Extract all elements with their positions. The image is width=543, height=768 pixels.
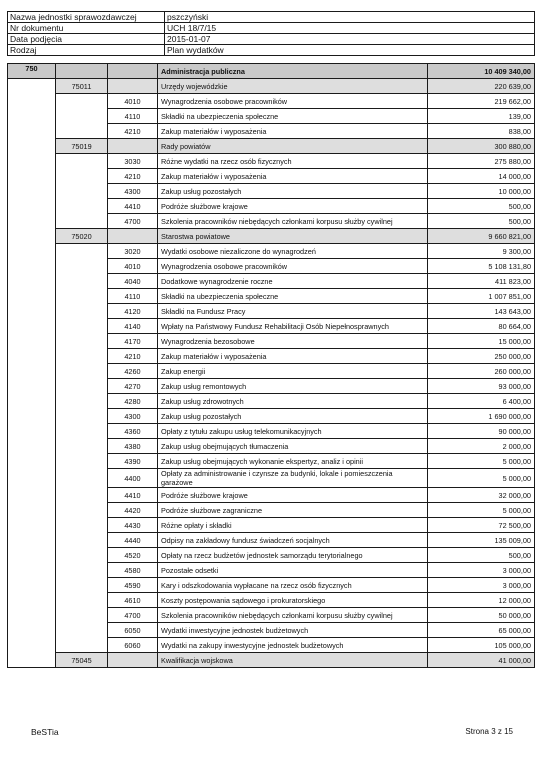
paragraf-name: Różne wydatki na rzecz osób fizycznych [158, 154, 428, 169]
paragraf-row [8, 244, 535, 259]
paragraf-name: Różne opłaty i składki [158, 518, 428, 533]
paragraf-amount: 50 000,00 [428, 608, 535, 623]
paragraf-amount: 6 400,00 [428, 394, 535, 409]
paragraf-amount: 9 300,00 [428, 244, 535, 259]
rozdzial-name: Kwalifikacja wojskowa [158, 653, 428, 668]
empty-cell [108, 64, 158, 79]
paragraf-name: Kary i odszkodowania wypłacane na rzecz osób fizycznych [158, 578, 428, 593]
paragraf-code: 4700 [108, 214, 158, 229]
paragraf-code: 4430 [108, 518, 158, 533]
dzial-spacer [8, 79, 56, 668]
paragraf-code: 4440 [108, 533, 158, 548]
rozdzial-row [8, 229, 535, 244]
empty-cell [108, 653, 158, 668]
paragraf-amount: 15 000,00 [428, 334, 535, 349]
paragraf-code: 4280 [108, 394, 158, 409]
empty-cell [108, 139, 158, 154]
paragraf-amount: 32 000,00 [428, 488, 535, 503]
paragraf-code: 4040 [108, 274, 158, 289]
paragraf-amount: 5 108 131,80 [428, 259, 535, 274]
footer-page-number: Strona 3 z 15 [465, 727, 513, 736]
rozdzial-code: 75020 [56, 229, 108, 244]
rozdzial-amount: 41 000,00 [428, 653, 535, 668]
paragraf-code: 4010 [108, 94, 158, 109]
header-value: UCH 18/7/15 [165, 23, 535, 34]
paragraf-amount: 260 000,00 [428, 364, 535, 379]
paragraf-code: 4010 [108, 259, 158, 274]
header-row [8, 34, 535, 45]
paragraf-amount: 10 000,00 [428, 184, 535, 199]
budget-plan-table [7, 63, 535, 668]
paragraf-code: 3020 [108, 244, 158, 259]
paragraf-code: 4300 [108, 184, 158, 199]
paragraf-amount: 1 690 000,00 [428, 409, 535, 424]
paragraf-amount: 143 643,00 [428, 304, 535, 319]
paragraf-code: 4210 [108, 349, 158, 364]
rozdzial-name: Starostwa powiatowe [158, 229, 428, 244]
paragraf-name: Składki na Fundusz Pracy [158, 304, 428, 319]
paragraf-amount: 2 000,00 [428, 439, 535, 454]
dzial-amount: 10 409 340,00 [428, 64, 535, 79]
paragraf-name: Wydatki na zakupy inwestycyjne jednostek budżetowych [158, 638, 428, 653]
header-value: 2015-01-07 [165, 34, 535, 45]
paragraf-name: Podróże służbowe krajowe [158, 488, 428, 503]
paragraf-code: 6050 [108, 623, 158, 638]
rozdzial-spacer [56, 154, 108, 229]
header-row [8, 45, 535, 56]
paragraf-amount: 80 664,00 [428, 319, 535, 334]
paragraf-name: Wynagrodzenia osobowe pracowników [158, 259, 428, 274]
paragraf-code: 4210 [108, 124, 158, 139]
paragraf-code: 4610 [108, 593, 158, 608]
empty-cell [108, 229, 158, 244]
rozdzial-spacer [56, 244, 108, 653]
paragraf-name: Wydatki inwestycyjne jednostek budżetowych [158, 623, 428, 638]
header-value: pszczyński [165, 12, 535, 23]
paragraf-code: 4390 [108, 454, 158, 469]
rozdzial-spacer [56, 94, 108, 139]
rozdzial-code: 75019 [56, 139, 108, 154]
paragraf-amount: 275 880,00 [428, 154, 535, 169]
footer-software-name: BeSTia [31, 727, 59, 737]
paragraf-name: Odpisy na zakładowy fundusz świadczeń socjalnych [158, 533, 428, 548]
paragraf-name: Szkolenia pracowników niebędących członkami korpusu służby cywilnej [158, 608, 428, 623]
header-label: Rodzaj [8, 45, 165, 56]
paragraf-name: Zakup materiałów i wyposażenia [158, 169, 428, 184]
paragraf-code: 4410 [108, 199, 158, 214]
paragraf-code: 4210 [108, 169, 158, 184]
paragraf-name: Koszty postępowania sądowego i prokuratorskiego [158, 593, 428, 608]
paragraf-amount: 72 500,00 [428, 518, 535, 533]
paragraf-code: 4380 [108, 439, 158, 454]
paragraf-amount: 5 000,00 [428, 503, 535, 518]
paragraf-amount: 14 000,00 [428, 169, 535, 184]
paragraf-name: Zakup usług remontowych [158, 379, 428, 394]
paragraf-code: 4300 [108, 409, 158, 424]
paragraf-code: 4420 [108, 503, 158, 518]
paragraf-amount: 219 662,00 [428, 94, 535, 109]
paragraf-name: Zakup usług zdrowotnych [158, 394, 428, 409]
paragraf-code: 4580 [108, 563, 158, 578]
rozdzial-amount: 300 880,00 [428, 139, 535, 154]
paragraf-name: Szkolenia pracowników niebędących członkami korpusu służby cywilnej [158, 214, 428, 229]
empty-cell [56, 64, 108, 79]
header-label: Nazwa jednostki sprawozdawczej [8, 12, 165, 23]
paragraf-code: 4110 [108, 109, 158, 124]
paragraf-name: Składki na ubezpieczenia społeczne [158, 109, 428, 124]
paragraf-amount: 135 009,00 [428, 533, 535, 548]
paragraf-amount: 411 823,00 [428, 274, 535, 289]
paragraf-amount: 500,00 [428, 548, 535, 563]
paragraf-name: Zakup materiałów i wyposażenia [158, 349, 428, 364]
paragraf-code: 4410 [108, 488, 158, 503]
rozdzial-row [8, 653, 535, 668]
header-row [8, 23, 535, 34]
paragraf-row [8, 94, 535, 109]
paragraf-code: 4140 [108, 319, 158, 334]
paragraf-amount: 105 000,00 [428, 638, 535, 653]
paragraf-amount: 139,00 [428, 109, 535, 124]
rozdzial-amount: 9 660 821,00 [428, 229, 535, 244]
rozdzial-name: Rady powiatów [158, 139, 428, 154]
paragraf-code: 4270 [108, 379, 158, 394]
paragraf-amount: 90 000,00 [428, 424, 535, 439]
header-label: Nr dokumentu [8, 23, 165, 34]
paragraf-name: Wynagrodzenia osobowe pracowników [158, 94, 428, 109]
paragraf-amount: 93 000,00 [428, 379, 535, 394]
paragraf-code: 4260 [108, 364, 158, 379]
paragraf-name: Opłaty z tytułu zakupu usług telekomunikacyjnych [158, 424, 428, 439]
paragraf-code: 4360 [108, 424, 158, 439]
paragraf-name: Pozostałe odsetki [158, 563, 428, 578]
dzial-code: 750 [8, 64, 56, 79]
rozdzial-row [8, 139, 535, 154]
paragraf-amount: 65 000,00 [428, 623, 535, 638]
paragraf-code: 4520 [108, 548, 158, 563]
paragraf-code: 4400 [108, 469, 158, 488]
paragraf-code: 4170 [108, 334, 158, 349]
rozdzial-name: Urzędy wojewódzkie [158, 79, 428, 94]
paragraf-amount: 500,00 [428, 214, 535, 229]
paragraf-code: 4120 [108, 304, 158, 319]
paragraf-amount: 3 000,00 [428, 563, 535, 578]
paragraf-amount: 1 007 851,00 [428, 289, 535, 304]
dzial-row [8, 64, 535, 79]
document-header-table [7, 11, 535, 56]
dzial-name: Administracja publiczna [158, 64, 428, 79]
paragraf-name: Opłaty na rzecz budżetów jednostek samorządu terytorialnego [158, 548, 428, 563]
header-value: Plan wydatków [165, 45, 535, 56]
paragraf-amount: 500,00 [428, 199, 535, 214]
paragraf-name: Zakup usług obejmujących tłumaczenia [158, 439, 428, 454]
paragraf-name: Wpłaty na Państwowy Fundusz Rehabilitacji Osób Niepełnosprawnych [158, 319, 428, 334]
rozdzial-amount: 220 639,00 [428, 79, 535, 94]
paragraf-name: Zakup usług obejmujących wykonanie ekspertyz, analiz i opinii [158, 454, 428, 469]
header-row [8, 12, 535, 23]
paragraf-name: Opłaty za administrowanie i czynsze za budynki, lokale i pomieszczenia garażowe [158, 469, 428, 488]
paragraf-name: Zakup materiałów i wyposażenia [158, 124, 428, 139]
paragraf-code: 4700 [108, 608, 158, 623]
paragraf-code: 4110 [108, 289, 158, 304]
rozdzial-code: 75045 [56, 653, 108, 668]
paragraf-name: Podróże służbowe zagraniczne [158, 503, 428, 518]
paragraf-amount: 250 000,00 [428, 349, 535, 364]
paragraf-amount: 3 000,00 [428, 578, 535, 593]
paragraf-name: Zakup energii [158, 364, 428, 379]
paragraf-name: Zakup usług pozostałych [158, 409, 428, 424]
paragraf-row [8, 154, 535, 169]
paragraf-amount: 12 000,00 [428, 593, 535, 608]
paragraf-name: Zakup usług pozostałych [158, 184, 428, 199]
paragraf-name: Wynagrodzenia bezosobowe [158, 334, 428, 349]
paragraf-code: 3030 [108, 154, 158, 169]
rozdzial-code: 75011 [56, 79, 108, 94]
paragraf-name: Składki na ubezpieczenia społeczne [158, 289, 428, 304]
paragraf-amount: 5 000,00 [428, 469, 535, 488]
paragraf-name: Wydatki osobowe niezaliczone do wynagrodzeń [158, 244, 428, 259]
paragraf-code: 6060 [108, 638, 158, 653]
paragraf-name: Dodatkowe wynagrodzenie roczne [158, 274, 428, 289]
empty-cell [108, 79, 158, 94]
paragraf-name: Podróże służbowe krajowe [158, 199, 428, 214]
rozdzial-row [8, 79, 535, 94]
paragraf-code: 4590 [108, 578, 158, 593]
header-label: Data podjęcia [8, 34, 165, 45]
paragraf-amount: 5 000,00 [428, 454, 535, 469]
paragraf-amount: 838,00 [428, 124, 535, 139]
